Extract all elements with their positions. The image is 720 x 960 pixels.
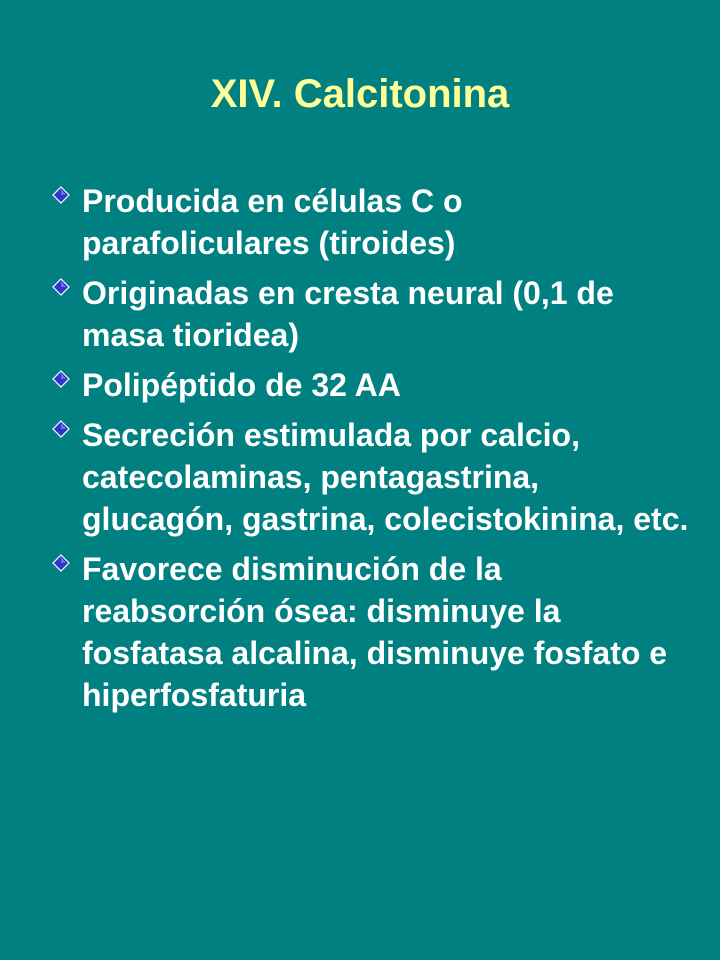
bullet-list: [52, 180, 692, 724]
bullet-item: [52, 272, 692, 356]
slide-title: XIV. Calcitonina: [210, 72, 510, 116]
diamond-icon: [52, 278, 70, 296]
diamond-icon: [52, 370, 70, 388]
bullet-item: [52, 414, 692, 540]
diamond-icon: [52, 186, 70, 204]
bullet-text: Polipéptido de 32 AA: [82, 367, 401, 403]
diamond-icon: [52, 554, 70, 572]
bullet-text: Originadas en cresta neural (0,1 de masa tioridea): [82, 275, 614, 353]
bullet-item: [52, 180, 692, 264]
bullet-text: Secreción estimulada por calcio, catecolaminas, pentagastrina, glucagón, gastrina, colecistokinina, etc.: [82, 417, 689, 537]
bullet-item: [52, 548, 692, 716]
diamond-icon: [52, 420, 70, 438]
bullet-item: [52, 364, 692, 406]
bullet-text: Favorece disminución de la reabsorción ósea: disminuye la fosfatasa alcalina, disminuye fosfato e hiperfosfaturia: [82, 551, 668, 713]
bullet-text: Producida en células C o parafoliculares (tiroides): [82, 183, 463, 261]
